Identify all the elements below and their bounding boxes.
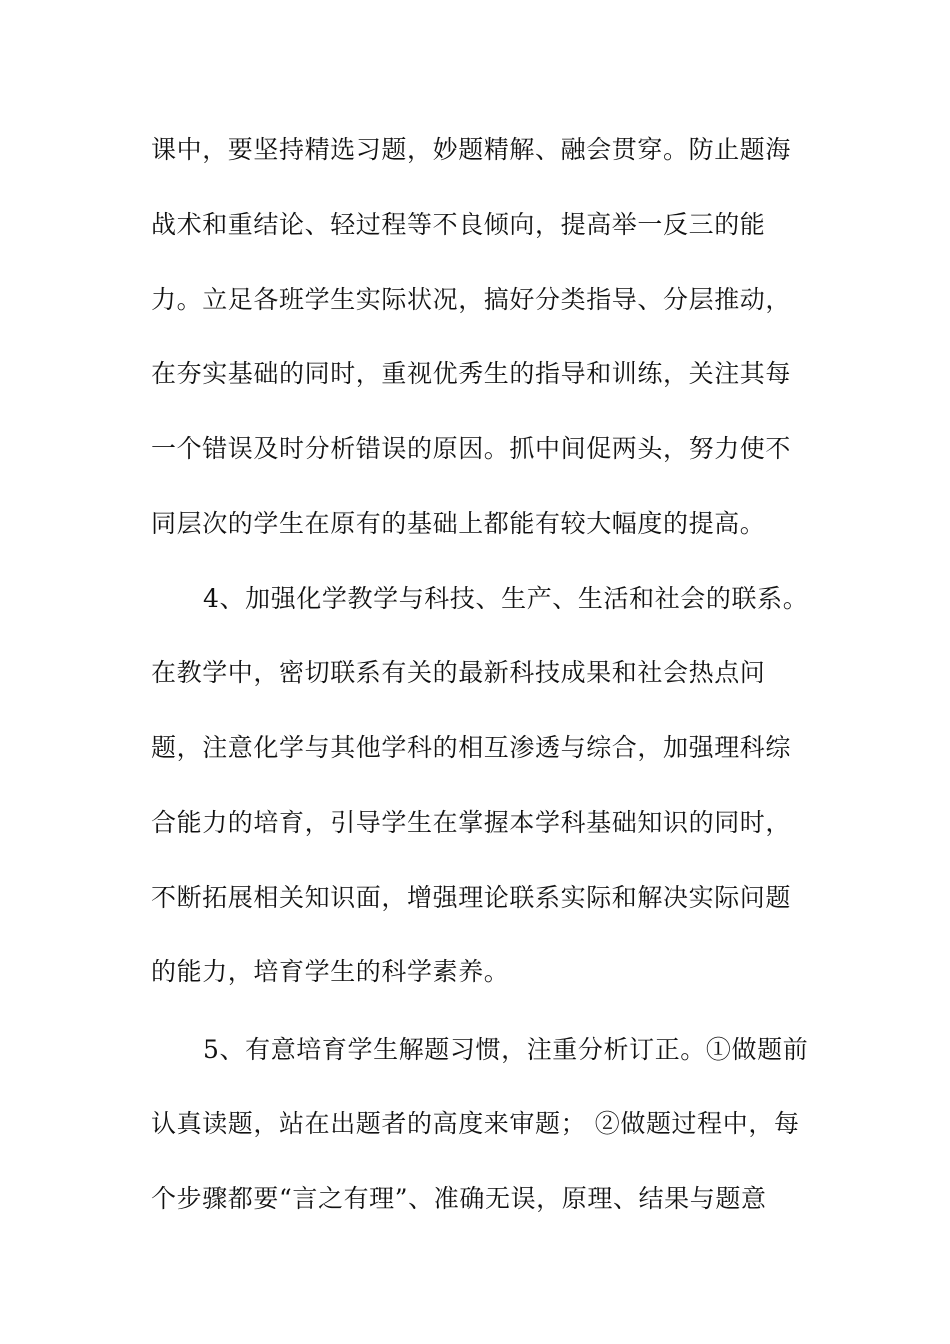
text-line: 课中，要坚持精选习题，妙题精解、融会贯穿。防止题海 — [151, 135, 792, 164]
text-line: 个步骤都要“言之有理”、准确无误，原理、结果与题意 — [151, 1184, 767, 1213]
text-line: 在教学中，密切联系有关的最新科技成果和社会热点问 — [151, 658, 766, 687]
text-line: 同层次的学生在原有的基础上都能有较大幅度的提高。 — [151, 509, 766, 538]
text-line: 力。立足各班学生实际状况，搞好分类指导、分层推动， — [151, 285, 792, 314]
text-line: 战术和重结论、轻过程等不良倾向，提高举一反三的能 — [151, 210, 766, 239]
paragraph-start-line: 4、加强化学教学与科技、生产、生活和社会的联系。 — [203, 584, 809, 613]
text-line: 在夯实基础的同时，重视优秀生的指导和训练，关注其每 — [151, 359, 792, 388]
text-line: 一个错误及时分析错误的原因。抓中间促两头，努力使不 — [151, 434, 792, 463]
text-line: 认真读题，站在出题者的高度来审题； ②做题过程中，每 — [151, 1109, 800, 1138]
text-line: 不断拓展相关知识面，增强理论联系实际和解决实际问题 — [151, 883, 792, 912]
text-line: 的能力，培育学生的科学素养。 — [151, 957, 510, 986]
text-line: 合能力的培育，引导学生在掌握本学科基础知识的同时， — [151, 808, 792, 837]
paragraph-start-line: 5、有意培育学生解题习惯，注重分析订正。①做题前 — [203, 1035, 809, 1064]
text-line: 题，注意化学与其他学科的相互渗透与综合，加强理科综 — [151, 733, 792, 762]
